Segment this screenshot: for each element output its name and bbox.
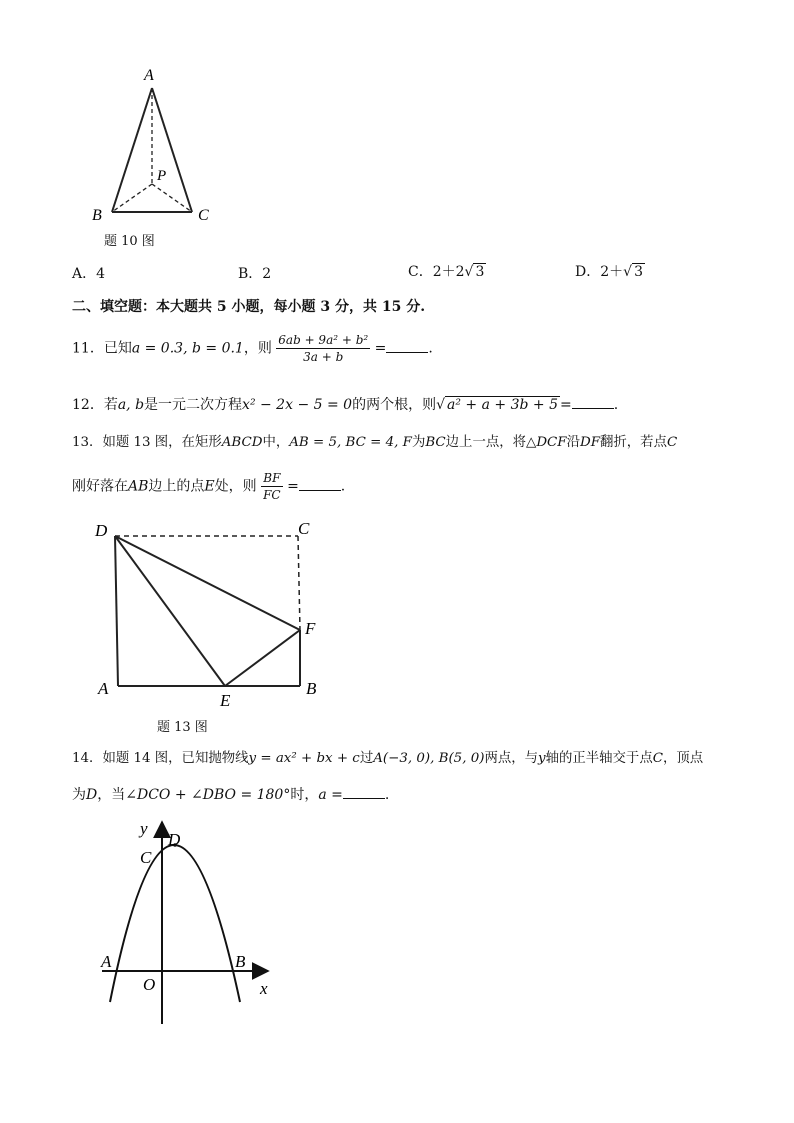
option-radicand: 3 (475, 264, 485, 280)
section-heading: 二、填空题：本大题共 5 小题，每小题 3 分，共 15 分. (72, 299, 426, 315)
answer-blank[interactable] (343, 786, 385, 799)
question-11: 11．已知a = 0.3, b = 0.1，则 $\frac{\text{6ab + 9a² + b²}}{3a + b}$ = . (72, 333, 433, 364)
option-letter: B． (238, 266, 263, 282)
fold-df (115, 536, 300, 630)
label-c: C (140, 848, 152, 867)
equals-sign: = (374, 340, 387, 357)
q13-fraction: $\frac{BF}{FC}$ (263, 471, 281, 502)
answer-blank[interactable] (386, 340, 428, 353)
q12-vars: a, b (117, 397, 145, 413)
option-letter: C． (408, 264, 433, 280)
option-a[interactable] (72, 264, 105, 284)
question-number: 13． (72, 435, 103, 450)
q11-fraction: $\frac{\text{6ab + 9a² + b²}}{3a + b}$ (278, 333, 369, 364)
label-e: E (220, 691, 231, 710)
label-a: A (144, 67, 154, 84)
label-c: C (198, 207, 209, 224)
option-b[interactable] (238, 264, 271, 284)
option-text: 2＋ (600, 264, 624, 280)
q12-radicand: a² + a + 3b + 5 (447, 397, 558, 413)
edge-ac (152, 88, 192, 212)
option-text: 4 (96, 266, 106, 282)
label-o: O (143, 975, 156, 994)
label-b: B (92, 207, 102, 224)
q12-equation: x² − 2x − 5 = 0 (242, 397, 353, 413)
segment-de (115, 536, 225, 686)
label-y: y (140, 819, 148, 838)
answer-blank[interactable] (299, 478, 341, 491)
question-number: 11． (72, 340, 104, 357)
figure-14 (92, 812, 292, 1027)
q11-text: ，则 (243, 340, 272, 357)
q12-text: 是一元二次方程 (144, 397, 243, 413)
figure-10-caption: 题 10 图 (104, 234, 155, 249)
option-text: 2 (262, 266, 272, 282)
question-number: 12． (72, 397, 104, 413)
option-d[interactable]: D．2＋√ 3 (575, 264, 643, 280)
answer-blank[interactable] (572, 396, 614, 409)
label-a: A (98, 679, 109, 698)
question-14-line1: 14．如题 14 图，已知抛物线y = ax² + bx + c过A(−3, 0), B(5, 0)两点，与y轴的正半轴交于点C，顶点 (72, 751, 704, 766)
parabola (110, 845, 240, 1002)
figure-13 (90, 512, 330, 712)
edge-ab (112, 88, 152, 212)
label-x: x (260, 979, 268, 998)
question-12: 12．若a, b是一元二次方程x² − 2x − 5 = 0的两个根，则√ a² + a + 3b + 5 = . (72, 397, 619, 413)
label-b: B (306, 679, 317, 698)
figure-13-caption: 题 13 图 (157, 720, 208, 735)
q12-text: 的两个根，则 (352, 397, 437, 413)
equals-sign: = (287, 478, 299, 495)
q12-text: 若 (103, 397, 118, 413)
label-d: D (168, 830, 181, 849)
figure-10 (80, 62, 240, 232)
question-13-line1: 13．如题 13 图，在矩形ABCD中，AB = 5, BC = 4, F为BC边上一点，将△DCF沿DF翻折，若点C (72, 435, 678, 450)
option-radicand: 3 (634, 264, 643, 280)
segment-pb (112, 184, 152, 212)
question-13-line2: 刚好落在AB边上的点E处，则 $\frac{BF}{FC}$ = . (72, 471, 346, 502)
option-letter: A． (72, 266, 97, 282)
q11-condition: a = 0.3, b = 0.1 (131, 340, 244, 357)
option-text: 2＋2 (432, 264, 465, 280)
label-a: A (101, 952, 112, 971)
question-number: 14． (72, 751, 103, 766)
edge-da (115, 536, 118, 686)
question-14-line2: 为D，当∠DCO + ∠DBO = 180°时，a = . (72, 787, 390, 803)
label-b: B (235, 952, 246, 971)
label-c: C (298, 519, 310, 538)
label-f: F (305, 619, 316, 638)
label-p: P (157, 168, 167, 184)
option-c[interactable]: C．2＋2√ 3 (408, 264, 485, 280)
label-d: D (95, 521, 108, 540)
edge-cf-dashed (298, 536, 300, 630)
equals-sign: = (559, 397, 572, 413)
option-letter: D． (575, 264, 601, 280)
segment-ef (225, 630, 300, 686)
segment-pc (152, 184, 192, 212)
q11-text: 已知 (103, 340, 132, 357)
